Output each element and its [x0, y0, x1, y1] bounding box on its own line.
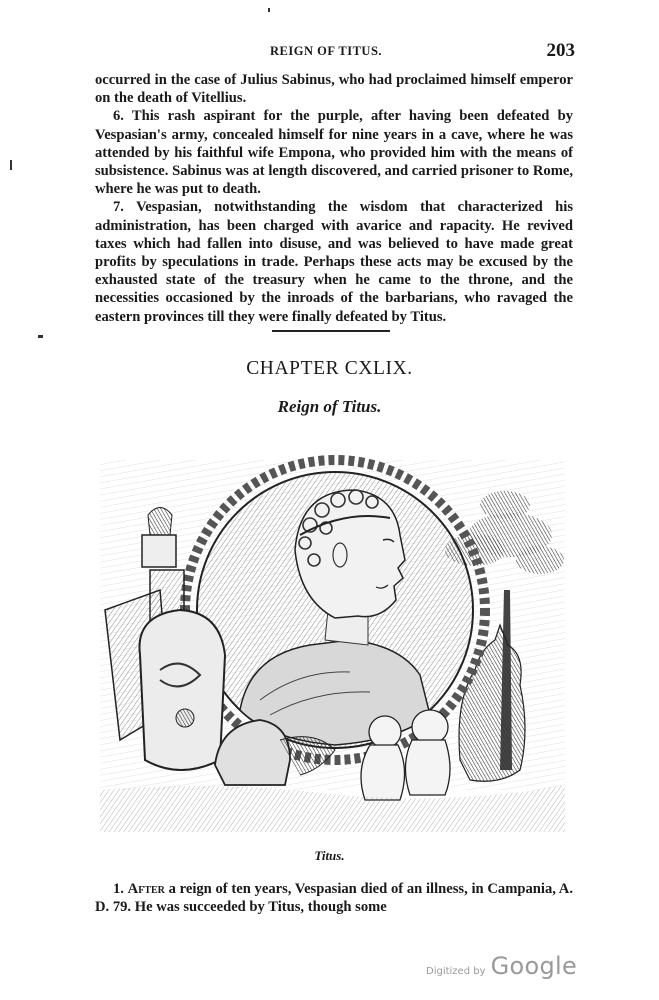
chapter-title: CHAPTER CXLIX.: [246, 358, 413, 379]
engraving-art: [100, 440, 565, 832]
google-watermark: [426, 952, 577, 980]
body-text: [95, 71, 573, 326]
section-1: [95, 880, 573, 916]
google-logo: Google: [490, 952, 578, 980]
lead-word: After: [127, 881, 165, 897]
scan-speck: [10, 160, 12, 170]
paragraph-1: [95, 880, 573, 916]
scan-speck: [268, 8, 270, 12]
paragraph-6: 6. This rash aspirant for the purple, after having been defeated by Vespasian's army, concealed himself for nine years in a cave, where he was attended by his faithful wife Empona, who provided him with the means of subsistence. Sabinus was at length discovered, and carried prisoner to Rome, where he was put to death.: [95, 108, 573, 198]
paragraph-1-text: a reign of ten years, Vespasian died of an illness, in Campania, A. D. 79. He was succeeded by Titus, though some: [95, 881, 573, 916]
titus-engraving: [100, 440, 565, 832]
section-divider: [272, 330, 390, 332]
scan-speck: [38, 335, 43, 338]
chapter-subtitle: Reign of Titus.: [277, 397, 382, 416]
paragraph-continued: occurred in the case of Julius Sabinus, who had proclaimed himself emperor on the death of Vitellius.: [95, 72, 573, 107]
watermark-prefix: Digitized by: [426, 966, 486, 977]
paragraph-7: 7. Vespasian, notwithstanding the wisdom that characterized his administration, has been charged with avarice and rapacity. He revived taxes which had fallen into disuse, and was believed to have made great profits by speculations in trade. Perhaps these acts may be excused by the exhausted state of the treasury when he came to the throne, and the necessities occasioned by the inroads of the barbarians, who ravaged the eastern provinces till they were finally defeated by Titus.: [95, 199, 573, 325]
page-number: 203: [546, 40, 575, 61]
running-head: REIGN OF TITUS.: [270, 44, 383, 58]
page-header: [95, 40, 575, 64]
paragraph-number: 1.: [113, 881, 124, 897]
illustration-caption: Titus.: [314, 848, 345, 863]
